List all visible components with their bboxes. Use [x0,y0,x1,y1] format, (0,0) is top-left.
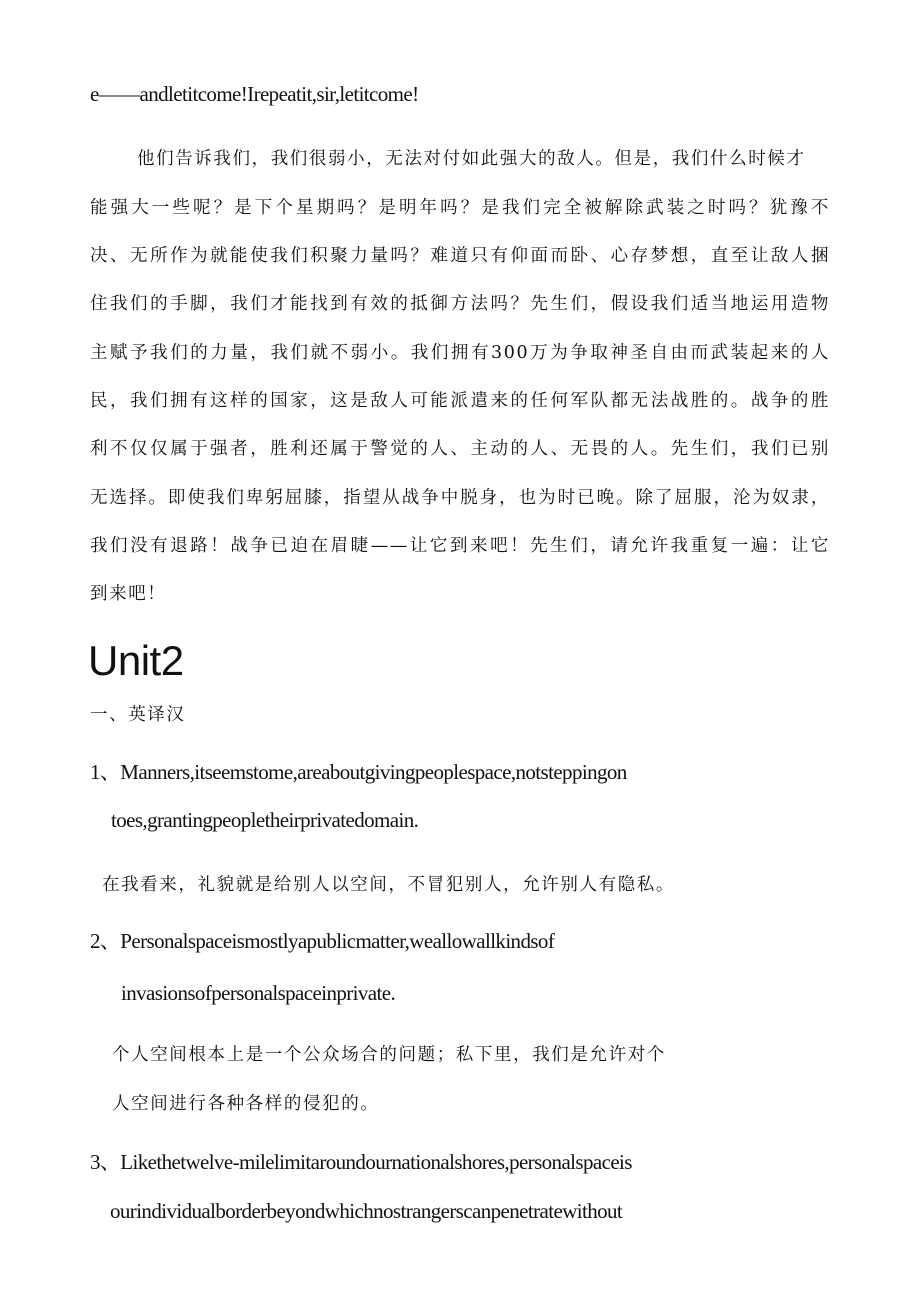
paragraph-line: 他们告诉我们，我们很弱小，无法对付如此强大的敌人。但是，我们什么时候才 [137,149,806,169]
item-2-english-line-2: invasionsofpersonalspaceinprivate. [121,981,396,1005]
paragraph-line: 民，我们拥有这样的国家，这是敌人可能派遣来的任何军队都无法战胜的。战争的胜 [90,391,830,411]
item-2-english-line-1: 2、Personalspaceismostlyapublicmatter,weallowallkindsof [90,929,555,953]
item-3-english-line-2: ourindividualborderbeyondwhichnostrangerscanpenetratewithout [110,1199,623,1223]
item-2-translation-line-1: 个人空间根本上是一个公众场合的问题；私下里，我们是允许对个 [112,1045,666,1065]
section-label: 一、英译汉 [90,705,186,725]
item-3-english-line-1: 3、Likethetwelve-milelimitaroundournationalshores,personalspaceis [90,1150,632,1174]
item-2-translation-line-2: 人空间进行各种各样的侵犯的。 [112,1094,380,1114]
top-fragment-line: e——andletitcome!Irepeatit,sir,letitcome! [90,82,419,106]
item-1-translation: 在我看来，礼貌就是给别人以空间，不冒犯别人，允许别人有隐私。 [102,875,675,895]
paragraph-line: 无选择。即使我们卑躬屈膝，指望从战争中脱身，也为时已晚。除了屈服，沦为奴隶， [90,488,830,508]
paragraph-line: 住我们的手脚，我们才能找到有效的抵御方法吗？先生们，假设我们适当地运用造物 [90,294,830,314]
paragraph-line: 我们没有退路！战争已迫在眉睫——让它到来吧！先生们，请允许我重复一遍：让它 [90,536,830,556]
item-1-english-line-1: 1、Manners,itseemstome,areaboutgivingpeoplespace,notsteppingon [90,760,627,784]
paragraph-line: 利不仅仅属于强者，胜利还属于警觉的人、主动的人、无畏的人。先生们，我们已别 [90,439,830,459]
item-1-english-line-2: toes,grantingpeopletheirprivatedomain. [111,808,419,832]
paragraph-line: 到来吧！ [90,584,167,604]
unit-heading: Unit2 [88,637,184,684]
paragraph-line: 主赋予我们的力量，我们就不弱小。我们拥有300万为争取神圣自由而武装起来的人 [90,343,830,363]
paragraph-line: 决、无所作为就能使我们积聚力量吗？难道只有仰面而卧、心存梦想，直至让敌人捆 [90,246,830,266]
paragraph-line: 能强大一些呢？是下个星期吗？是明年吗？是我们完全被解除武装之时吗？犹豫不 [90,198,830,218]
